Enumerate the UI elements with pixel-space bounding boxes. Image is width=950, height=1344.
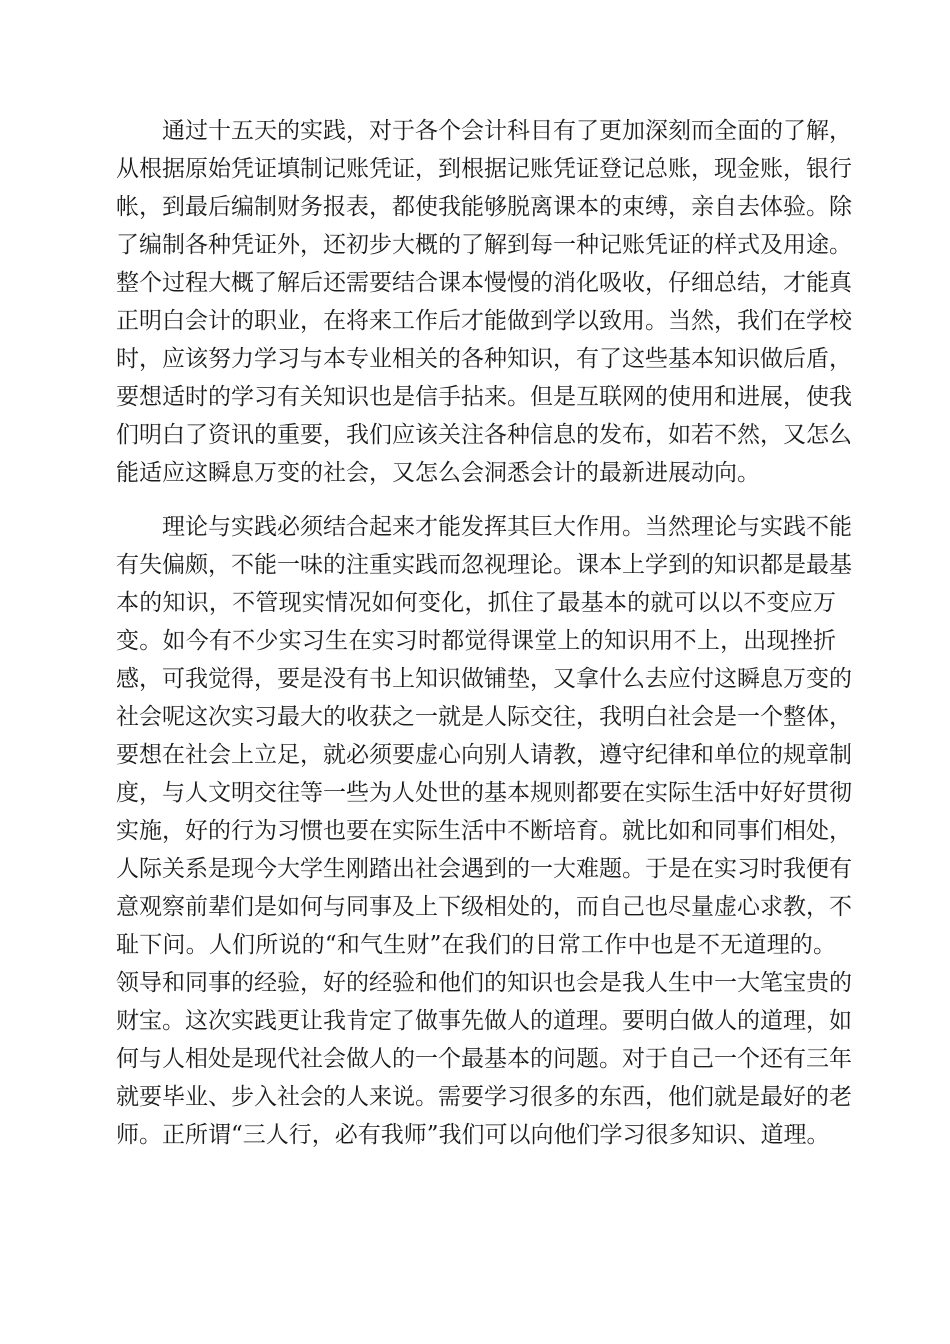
text-line: 实施，好的行为习惯也要在实际生活中不断培育。就比如和同事们相处， xyxy=(116,818,852,844)
text-line: 何与人相处是现代社会做人的一个最基本的问题。对于自己一个还有三年 xyxy=(116,1046,852,1072)
text-line: 财宝。这次实践更让我肯定了做事先做人的道理。要明白做人的道理，如 xyxy=(116,1008,852,1034)
text-line: 意观察前辈们是如何与同事及上下级相处的，而自己也尽量虚心求教，不 xyxy=(116,894,852,920)
text-line: 通过十五天的实践，对于各个会计科目有了更加深刻而全面的了解， xyxy=(162,118,852,144)
document-page xyxy=(116,112,852,1154)
text-line: 们明白了资讯的重要，我们应该关注各种信息的发布，如若不然，又怎么 xyxy=(116,422,852,448)
text-line: 整个过程大概了解后还需要结合课本慢慢的消化吸收，仔细总结，才能真 xyxy=(116,270,852,296)
text-line: 理论与实践必须结合起来才能发挥其巨大作用。当然理论与实践不能 xyxy=(162,514,852,540)
text-line: 师。正所谓“三人行，必有我师”我们可以向他们学习很多知识、道理。 xyxy=(116,1122,830,1148)
text-line: 本的知识，不管现实情况如何变化，抓住了最基本的就可以以不变应万 xyxy=(116,590,836,616)
text-line: 从根据原始凭证填制记账凭证，到根据记账凭证登记总账，现金账，银行 xyxy=(116,156,852,182)
paragraph-2 xyxy=(116,508,852,1154)
text-line: 帐，到最后编制财务报表，都使我能够脱离课本的束缚，亲自去体验。除 xyxy=(116,194,852,220)
text-line: 能适应这瞬息万变的社会，又怎么会洞悉会计的最新进展动向。 xyxy=(116,460,760,486)
text-line: 就要毕业、步入社会的人来说。需要学习很多的东西，他们就是最好的老 xyxy=(116,1084,852,1110)
text-line: 社会呢这次实习最大的收获之一就是人际交往，我明白社会是一个整体， xyxy=(116,704,852,730)
text-line: 度，与人文明交往等一些为人处世的基本规则都要在实际生活中好好贯彻 xyxy=(116,780,852,806)
text-line: 有失偏颇，不能一味的注重实践而忽视理论。课本上学到的知识都是最基 xyxy=(116,552,852,578)
text-line: 耻下问。人们所说的“和气生财”在我们的日常工作中也是不无道理的。 xyxy=(116,932,836,958)
text-line: 要想适时的学习有关知识也是信手拈来。但是互联网的使用和进展，使我 xyxy=(116,384,852,410)
text-line: 人际关系是现今大学生刚踏出社会遇到的一大难题。于是在实习时我便有 xyxy=(116,856,852,882)
text-line: 领导和同事的经验，好的经验和他们的知识也会是我人生中一大笔宝贵的 xyxy=(116,970,852,996)
text-line: 变。如今有不少实习生在实习时都觉得课堂上的知识用不上，出现挫折 xyxy=(116,628,836,654)
text-line: 感，可我觉得，要是没有书上知识做铺垫，又拿什么去应付这瞬息万变的 xyxy=(116,666,852,692)
paragraph-1 xyxy=(116,112,852,492)
text-line: 要想在社会上立足，就必须要虚心向别人请教，遵守纪律和单位的规章制 xyxy=(116,742,852,768)
text-line: 时，应该努力学习与本专业相关的各种知识，有了这些基本知识做后盾， xyxy=(116,346,852,372)
text-line: 了编制各种凭证外，还初步大概的了解到每一种记账凭证的样式及用途。 xyxy=(116,232,852,258)
text-line: 正明白会计的职业，在将来工作后才能做到学以致用。当然，我们在学校 xyxy=(116,308,852,334)
